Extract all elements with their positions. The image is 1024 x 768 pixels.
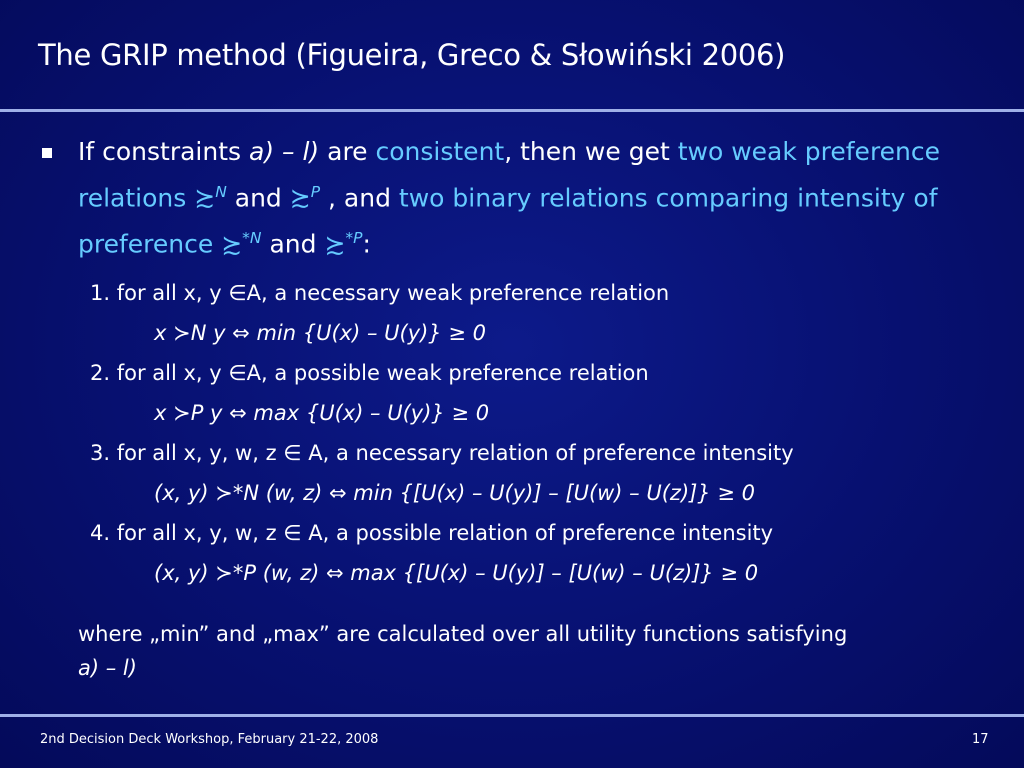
item-formula: (x, y) ≻*P (w, z) ⇔ max {[U(x) – U(y)] – [U(w) – U(z)]} ≥ 0	[154, 560, 759, 585]
main-bullet	[40, 132, 1000, 265]
item-formula: x ≻N y ⇔ min {U(x) – U(y)} ≥ 0	[154, 320, 486, 345]
item-text: for all x, y, w, z ∈ A, a necessary relation of preference intensity	[116, 440, 794, 465]
item-number: 4.	[90, 520, 111, 545]
bullet-text-3: , then we get	[504, 137, 678, 166]
bullet-weak-relations: two weak preference relations	[78, 137, 941, 213]
list-item	[90, 513, 1000, 553]
bullet-text-2: are	[319, 137, 376, 166]
bullet-consistent: consistent	[375, 137, 505, 166]
where-line-2: a) – l)	[78, 655, 137, 680]
item-number: 3.	[90, 440, 111, 465]
slide-body	[40, 132, 1000, 685]
bullet-text-4: , and	[320, 183, 399, 213]
possible-intensity-symbol-icon: ≿	[324, 229, 346, 259]
bullet-and-2: and	[261, 229, 325, 259]
necessary-relation-symbol-icon: ≿	[194, 183, 216, 213]
where-note	[40, 617, 1000, 685]
item-text: for all x, y, w, z ∈ A, a possible relation of preference intensity	[116, 520, 774, 545]
footer-divider	[0, 714, 1024, 717]
sup-star-n: *N	[242, 229, 262, 248]
slide-title: The GRIP method (Figueira, Greco & Słowiński 2006)	[38, 38, 786, 72]
item-formula: x ≻P y ⇔ max {U(x) – U(y)} ≥ 0	[154, 400, 490, 425]
sup-p: P	[310, 183, 321, 201]
item-text: for all x, y ∈A, a possible weak preference relation	[116, 360, 649, 385]
item-number: 1.	[90, 280, 111, 305]
bullet-constraints-ref: a) – l)	[249, 137, 320, 166]
item-number: 2.	[90, 360, 111, 385]
list-item	[90, 273, 1000, 313]
list-item	[90, 433, 1000, 473]
bullet-text-1: If constraints	[78, 137, 249, 166]
possible-relation-symbol-icon: ≿	[289, 183, 311, 213]
numbered-list	[40, 273, 1000, 593]
bullet-binary-relations: two binary relations comparing intensity of preference	[78, 183, 938, 259]
list-item	[90, 353, 1000, 393]
bullet-and-1: and	[226, 183, 290, 213]
where-line-1: where „min” and „max” are calculated over all utility functions satisfying	[78, 621, 848, 646]
sup-n: N	[215, 183, 227, 201]
item-formula: (x, y) ≻*N (w, z) ⇔ min {[U(x) – U(y)] – [U(w) – U(z)]} ≥ 0	[154, 480, 755, 505]
item-text: for all x, y ∈A, a necessary weak preference relation	[116, 280, 670, 305]
footer-event: 2nd Decision Deck Workshop, February 21-22, 2008	[40, 732, 379, 747]
sup-star-p: *P	[345, 229, 363, 248]
bullet-colon: :	[362, 229, 371, 259]
necessary-intensity-symbol-icon: ≿	[221, 229, 243, 259]
bullet-square-icon	[42, 148, 52, 158]
page-number: 17	[972, 732, 989, 747]
title-divider	[0, 109, 1024, 112]
